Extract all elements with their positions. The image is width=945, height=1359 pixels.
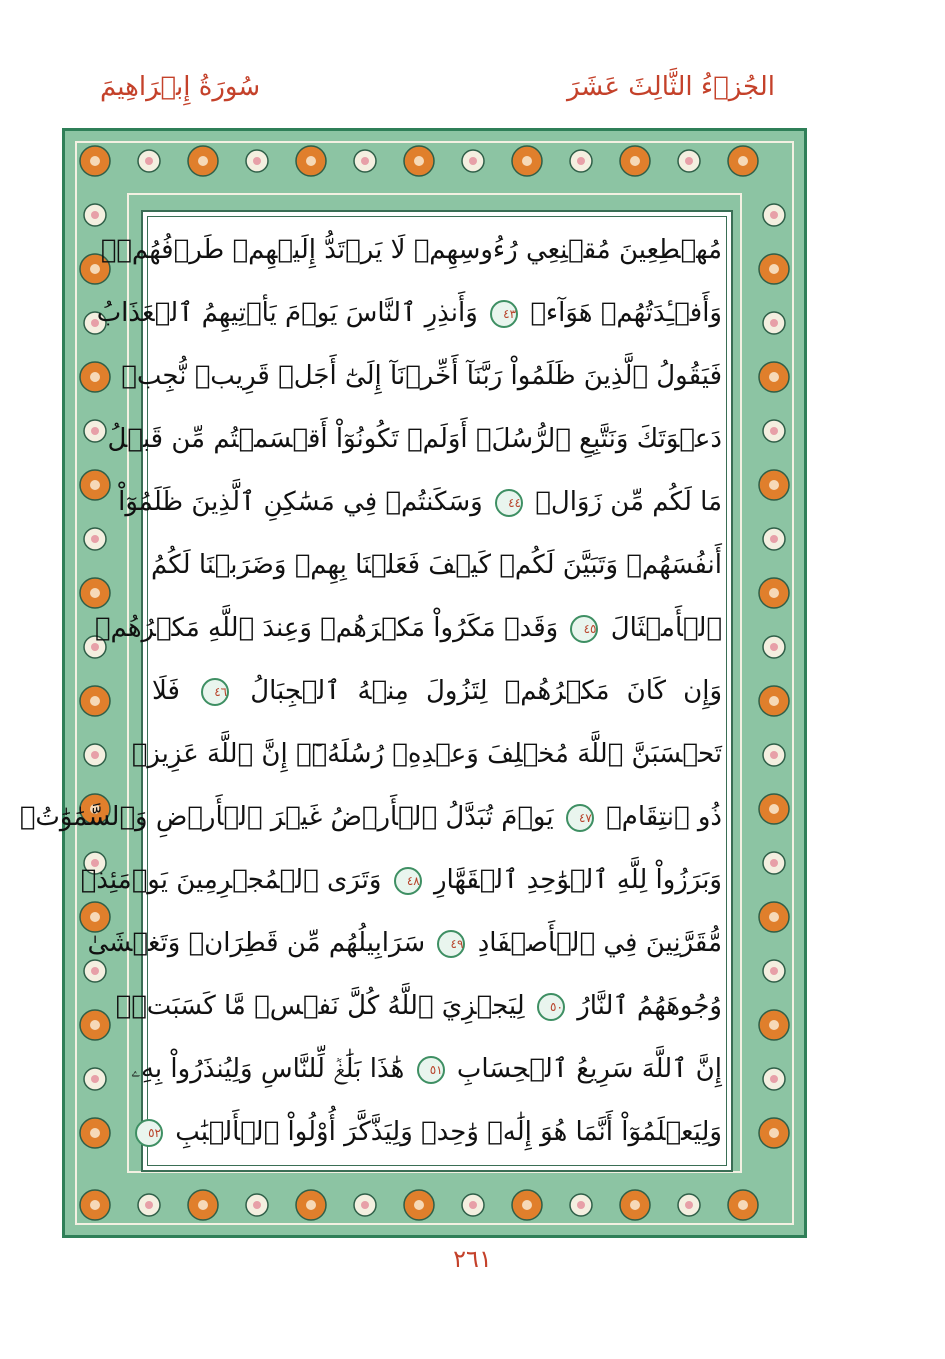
text-line — [80, 852, 722, 908]
border-ornament-center — [577, 157, 585, 165]
border-ornament-center — [361, 1201, 369, 1209]
border-ornament-center — [770, 859, 778, 867]
border-ornament-center — [769, 1128, 779, 1138]
border-ornament-center — [769, 804, 779, 814]
juz-title: الجُزۡءُ الثَّالِثَ عَشَرَ — [566, 72, 775, 102]
text-line — [152, 663, 722, 719]
ayah-number-marker: ٤٧ — [566, 804, 594, 832]
quran-text — [19, 222, 723, 1160]
ayah-number-marker: ٤٩ — [437, 930, 465, 958]
verse-text: مُّقَرَّنِينَ فِي ٱلۡأَصۡفَادِ — [477, 928, 722, 958]
border-ornament-center — [770, 211, 778, 219]
verse-text: وَأَفۡـِٔدَتُهُمۡ هَوَآءٞ — [530, 298, 722, 328]
border-ornament-center — [469, 157, 477, 165]
verse-text: وَأَنذِرِ ٱلنَّاسَ يَوۡمَ يَأۡتِيهِمُ ٱلۡعَذَابُ — [96, 298, 478, 328]
border-ornament-center — [577, 1201, 585, 1209]
verse-text: لِيَجۡزِيَ ٱللَّهُ كُلَّ نَفۡسٖ مَّا كَسَبَتۡۚ — [115, 991, 525, 1021]
text-line — [94, 600, 722, 656]
border-ornament-center — [198, 156, 208, 166]
verse-text: إِنَّ ٱللَّهَ سَرِيعُ ٱلۡحِسَابِ — [456, 1054, 722, 1084]
verse-text: وَإِن كَانَ مَكۡرُهُمۡ لِتَزُولَ مِنۡهُ ٱلۡجِبَالُ — [250, 676, 723, 706]
border-ornament-center — [90, 156, 100, 166]
border-ornament-center — [253, 157, 261, 165]
border-ornament-center — [769, 912, 779, 922]
border-ornament-center — [770, 535, 778, 543]
border-ornament-center — [685, 1201, 693, 1209]
border-ornament-center — [469, 1201, 477, 1209]
ayah-number-marker: ٤٣ — [490, 300, 518, 328]
border-ornament-center — [522, 1200, 532, 1210]
border-ornament-center — [630, 156, 640, 166]
border-ornament-center — [90, 1128, 100, 1138]
border-ornament-center — [145, 157, 153, 165]
border-ornament-center — [770, 1075, 778, 1083]
text-line — [100, 222, 722, 278]
border-ornament-center — [769, 264, 779, 274]
border-ornament-center — [769, 696, 779, 706]
border-ornament-center — [769, 588, 779, 598]
verse-text: مُهۡطِعِينَ مُقۡنِعِي رُءُوسِهِمۡ لَا يَرۡتَدُّ إِلَيۡهِمۡ طَرۡفُهُمۡۖ — [100, 235, 722, 265]
verse-text: دَعۡوَتَكَ وَنَتَّبِعِ ٱلرُّسُلَۗ أَوَلَمۡ تَكُونُوٓاْ أَقۡسَمۡتُم مِّن قَبۡلُ — [107, 424, 722, 454]
border-ornament-center — [770, 967, 778, 975]
ayah-number-marker: ٤٤ — [495, 489, 523, 517]
ayah-number-marker: ٥٠ — [537, 993, 565, 1021]
verse-text: سَرَابِيلُهُم مِّن قَطِرَانٖ وَتَغۡشَىٰ — [87, 928, 426, 958]
border-ornament-center — [90, 588, 100, 598]
border-ornament-center — [90, 264, 100, 274]
border-ornament-center — [361, 157, 369, 165]
verse-text: وَتَرَى ٱلۡمُجۡرِمِينَ يَوۡمَئِذٖ — [80, 865, 382, 895]
border-ornament-center — [90, 1200, 100, 1210]
ayah-number-marker: ٤٥ — [570, 615, 598, 643]
border-ornament-center — [770, 427, 778, 435]
surah-title: سُورَةُ إِبۡرَاهِيمَ — [100, 72, 261, 102]
verse-text: فَلَا — [152, 676, 180, 706]
text-line — [131, 726, 722, 782]
ayah-number-marker: ٥٢ — [135, 1119, 163, 1147]
ayah-number-marker: ٤٦ — [201, 678, 229, 706]
border-ornament-center — [253, 1201, 261, 1209]
border-ornament-center — [770, 751, 778, 759]
border-ornament-center — [769, 1020, 779, 1030]
verse-text: يَوۡمَ تُبَدَّلُ ٱلۡأَرۡضُ غَيۡرَ ٱلۡأَرۡضِ وَٱلسَّمَٰوَٰتُۖ — [19, 802, 554, 832]
border-ornament-center — [770, 319, 778, 327]
border-ornament-center — [738, 1200, 748, 1210]
border-ornament-center — [91, 427, 99, 435]
text-line — [152, 537, 722, 593]
border-ornament-center — [90, 480, 100, 490]
verse-text: ٱلۡأَمۡثَالَ — [610, 613, 722, 643]
verse-text: وَقَدۡ مَكَرُواْ مَكۡرَهُمۡ وَعِندَ ٱللَّهِ مَكۡرُهُمۡ — [94, 613, 559, 643]
border-ornament-center — [90, 372, 100, 382]
border-ornament-center — [306, 1200, 316, 1210]
border-ornament-center — [91, 535, 99, 543]
text-line — [131, 1041, 722, 1097]
border-ornament-center — [414, 156, 424, 166]
border-ornament-center — [306, 156, 316, 166]
verse-text: مَا لَكُم مِّن زَوَالٖ — [535, 487, 722, 517]
verse-text: وَسَكَنتُمۡ فِي مَسَٰكِنِ ٱلَّذِينَ ظَلَمُوٓاْ — [118, 487, 483, 517]
border-ornament-center — [769, 480, 779, 490]
text-line — [87, 915, 722, 971]
border-ornament-center — [91, 211, 99, 219]
border-ornament-center — [145, 1201, 153, 1209]
border-ornament-center — [90, 1020, 100, 1030]
text-line — [121, 348, 722, 404]
border-ornament-center — [738, 156, 748, 166]
verse-text: أَنفُسَهُمۡ وَتَبَيَّنَ لَكُمۡ كَيۡفَ فَعَلۡنَا بِهِمۡ وَضَرَبۡنَا لَكُمُ — [151, 550, 722, 580]
verse-text: تَحۡسَبَنَّ ٱللَّهَ مُخۡلِفَ وَعۡدِهِۦ رُسُلَهُۥٓۚ إِنَّ ٱللَّهَ عَزِيزٞ — [131, 739, 722, 769]
page-number: ٢٦١ — [453, 1245, 492, 1273]
border-ornament-center — [630, 1200, 640, 1210]
border-ornament-center — [90, 696, 100, 706]
text-line — [19, 789, 722, 845]
border-ornament-center — [685, 157, 693, 165]
border-ornament-center — [414, 1200, 424, 1210]
text-line — [115, 978, 722, 1034]
text-line — [118, 474, 722, 530]
text-line — [107, 411, 722, 467]
verse-text: وَبَرَزُواْ لِلَّهِ ٱلۡوَٰحِدِ ٱلۡقَهَّارِ — [433, 865, 722, 895]
border-ornament-center — [522, 156, 532, 166]
verse-text: فَيَقُولُ ٱلَّذِينَ ظَلَمُواْ رَبَّنَآ أَخِّرۡنَآ إِلَىٰٓ أَجَلٖ قَرِيبٖ نُّجِبۡ — [121, 361, 722, 391]
ayah-number-marker: ٥١ — [417, 1056, 445, 1084]
text-line — [148, 1104, 722, 1160]
ayah-number-marker: ٤٨ — [394, 867, 422, 895]
verse-text: هَٰذَا بَلَٰغٞ لِّلنَّاسِ وَلِيُنذَرُواْ بِهِۦ — [131, 1054, 405, 1084]
text-line — [96, 285, 722, 341]
border-ornament-center — [91, 1075, 99, 1083]
border-ornament-center — [770, 643, 778, 651]
verse-text: وَلِيَعۡلَمُوٓاْ أَنَّمَا هُوَ إِلَٰهٞ وَٰحِدٞ وَلِيَذَّكَّرَ أُوْلُواْ ٱلۡأَلۡبَٰبِ — [175, 1117, 722, 1147]
border-ornament-center — [91, 751, 99, 759]
verse-text: ذُو ٱنتِقَامٖ — [606, 802, 722, 832]
border-ornament-center — [198, 1200, 208, 1210]
verse-text: وُجُوهَهُمُ ٱلنَّارُ — [577, 991, 722, 1021]
border-ornament-center — [769, 372, 779, 382]
